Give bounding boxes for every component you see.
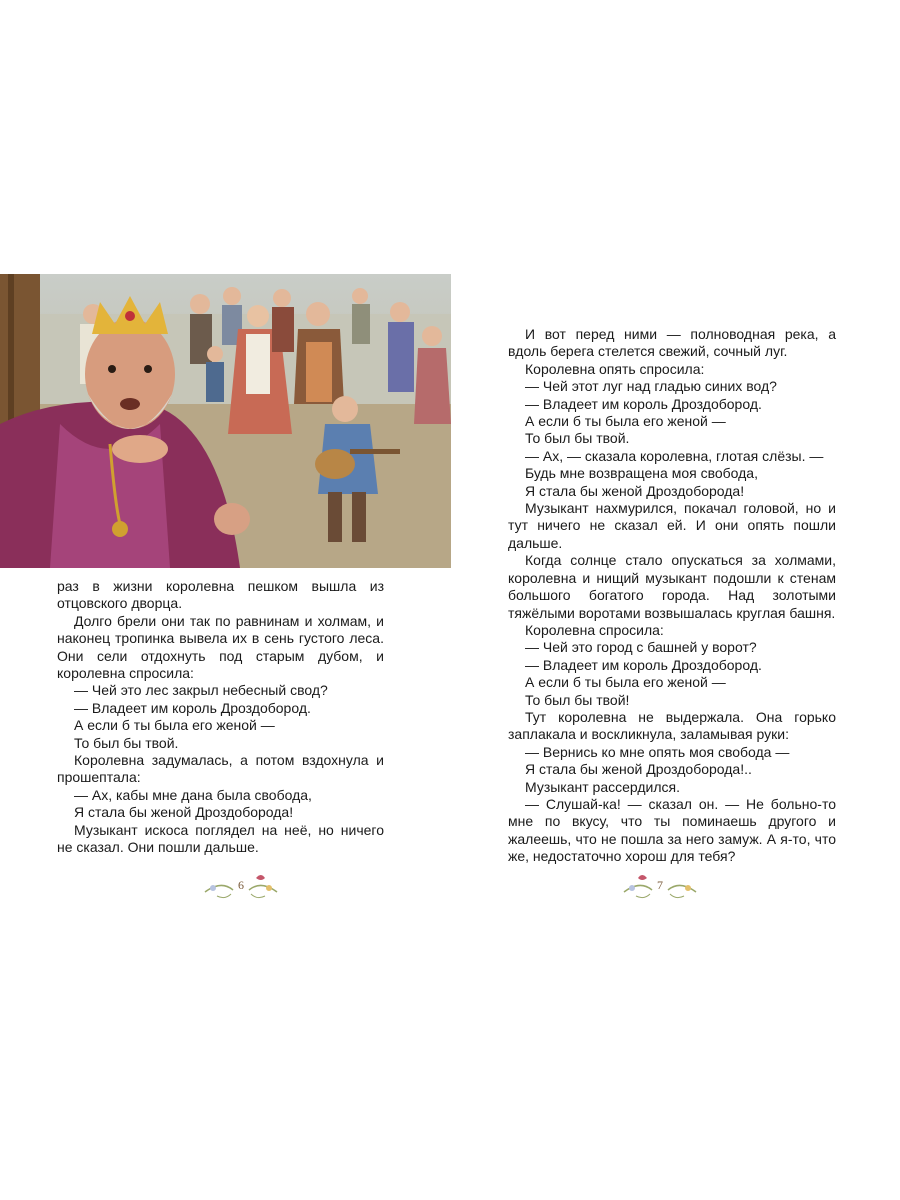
paragraph: — Чей этот луг над гладью синих вод? [525, 378, 777, 395]
paragraph: А если б ты была его женой — [525, 674, 726, 691]
paragraph: Королевна задумалась, а потом вздохнула и прошептала: [57, 752, 384, 786]
paragraph: Я стала бы женой Дроздоборода! [74, 804, 294, 821]
left-page-number-ornament [201, 870, 281, 904]
paragraph: Долго брели они так по равнинам и холмам, и наконец тропинка вывела их в сень густого леса. Они сели отдохнуть под старым дубом, и королевна спросила: [57, 612, 384, 682]
paragraph: Королевна опять спросила: [525, 360, 705, 377]
paragraph: А если б ты была его женой — [525, 413, 726, 430]
right-page-number: 7 [657, 878, 663, 892]
paragraph: Тут королевна не выдержала. Она горько заплакала и воскликнула, заламывая руки: [508, 708, 836, 743]
left-page-number: 6 [238, 878, 244, 892]
paragraph: — Ах, — сказала королевна, глотая слёзы. — [525, 447, 824, 464]
paragraph: Музыкант искоса поглядел на неё, но ничего не сказал. Они пошли дальше. [57, 821, 384, 856]
right-page-text [508, 326, 836, 866]
paragraph: Я стала бы женой Дроздоборода! [525, 482, 745, 499]
paragraph: — Владеет им король Дроздобород. [525, 656, 762, 673]
left-page-text [57, 578, 384, 857]
paragraph: — Ах, кабы мне дана была свобода, [74, 786, 312, 803]
paragraph: Музыкант нахмурился, покачал головой, но и тут ничего не сказал ей. И они опять пошли дальше. [508, 500, 836, 551]
paragraph: То был бы твой! [525, 691, 630, 708]
paragraph: — Владеет им король Дроздобород. [74, 699, 311, 716]
paragraph: — Слушай-ка! — сказал он. — Не больно-то мне по вкусу, что ты поминаешь другого и жалеешь, что не пошла за него замуж. А я-то, что же, недостаточно хорош для тебя? [508, 795, 836, 865]
paragraph: — Чей это лес закрыл небесный свод? [74, 682, 328, 699]
paragraph: То был бы твой. [525, 430, 630, 447]
story-illustration [0, 274, 451, 568]
paragraph: раз в жизни королевна пешком вышла из отцовского дворца. [57, 578, 384, 612]
paragraph: Королевна спросила: [525, 621, 664, 638]
paragraph: И вот перед ними — полноводная река, а вдоль берега стелется свежий, сочный луг. [508, 326, 836, 360]
paragraph: То был бы твой. [74, 734, 179, 751]
paragraph: Будь мне возвращена моя свобода, [525, 465, 758, 482]
paragraph: — Вернись ко мне опять моя свобода — [525, 743, 790, 760]
paragraph: Музыкант рассердился. [525, 778, 681, 795]
paragraph: А если б ты была его женой — [74, 717, 275, 734]
right-page-number-ornament [620, 870, 700, 904]
paragraph: Когда солнце стало опускаться за холмами, королевна и нищий музыкант подошли к стенам большого богатого города. Над золотыми тяжёлыми воротами возвышалась круглая башня. [508, 552, 836, 621]
paragraph: Я стала бы женой Дроздоборода!.. [525, 761, 752, 778]
paragraph: — Владеет им король Дроздобород. [525, 395, 762, 412]
paragraph: — Чей это город с башней у ворот? [525, 639, 757, 656]
illustration-drawing [0, 274, 451, 568]
